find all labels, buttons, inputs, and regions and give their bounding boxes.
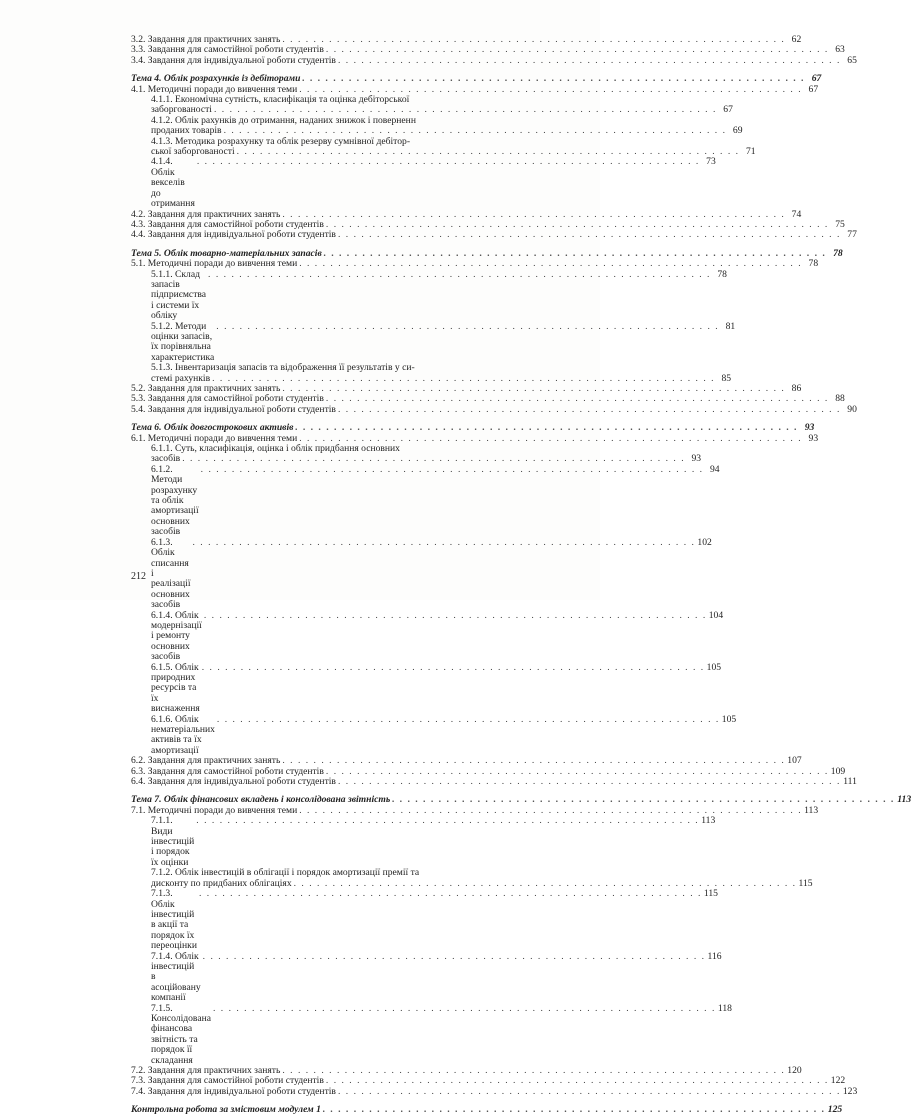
toc-entry-text: 7.2. Завдання для практичних занять: [131, 1065, 281, 1076]
toc-page-number: 67: [811, 73, 822, 85]
toc-page-number: 73: [706, 156, 716, 168]
toc-subentry[interactable]: [131, 1002, 732, 1066]
leader-dots: [338, 1087, 841, 1097]
leader-dots: [338, 405, 841, 415]
leader-dots: [299, 259, 802, 269]
toc-page-number: 94: [709, 463, 720, 475]
toc-entry-text-line2: засобів: [151, 453, 181, 465]
toc-page-number: 115: [703, 888, 718, 900]
toc-entry-text: 6.1.2. Методи розрахунку та облік амортизації основних засобів: [151, 463, 199, 538]
toc-page-number: 85: [721, 372, 732, 384]
toc-entry-text: 6.2. Завдання для практичних занять: [131, 755, 281, 767]
leader-dots: [224, 126, 727, 136]
toc-entry-text: 4.4. Завдання для індивідуальної роботи студентів: [131, 229, 336, 241]
toc-page-number: 93: [691, 453, 702, 465]
toc-entry-text: 7.1. Методичні поради до вивчення теми: [131, 804, 298, 816]
toc-subentry[interactable]: [131, 713, 737, 757]
toc-entry-text: 6.4. Завдання для індивідуальної роботи студентів: [131, 776, 336, 788]
toc-entry-text-line1: 4.1.1. Економічна сутність, класифікація та оцінка дебіторської: [151, 94, 410, 106]
toc-subentry[interactable]: [131, 320, 736, 364]
toc-theme-heading[interactable]: [131, 1104, 843, 1116]
toc-entry-text: 5.1.1. Склад запасів підприємства і системи їх обліку: [151, 268, 207, 322]
toc-entry[interactable]: [131, 229, 857, 241]
toc-entry-text-line2: заборгованості: [151, 104, 212, 116]
toc-entry-line2: [151, 125, 743, 137]
toc-page-number: 77: [847, 229, 857, 241]
toc-entry-text: 5.4. Завдання для індивідуальної роботи студентів: [131, 403, 336, 415]
toc-entry-text: 7.1.3. Облік інвестицій в акції та порядок їх переоцінки: [151, 888, 197, 952]
leader-dots: [338, 56, 841, 66]
toc-page-number: 69: [732, 125, 743, 137]
toc-entry-text: 5.2. Завдання для практичних занять: [131, 383, 281, 394]
toc-page-number: 109: [830, 765, 846, 777]
leader-dots: [202, 663, 705, 673]
toc-page-number: 104: [708, 609, 724, 621]
toc-page-number: 93: [804, 422, 815, 434]
toc-entry-text: 3.3. Завдання для самостійної роботи студентів: [131, 44, 324, 56]
toc-page-number: 93: [808, 432, 819, 444]
toc-entry-text: 6.1. Методичні поради до вивчення теми: [131, 432, 298, 444]
toc-page-number: 62: [791, 34, 802, 45]
toc-entry-multiline[interactable]: [131, 114, 743, 137]
toc-page-number: 81: [725, 320, 736, 332]
toc-entry-text: Тема 4. Облік розрахунків із дебіторами: [131, 73, 301, 85]
toc-entry-text-line1: 5.1.3. Інвентаризація запасів та відображення її результатів у си-: [151, 362, 415, 374]
leader-dots: [204, 611, 707, 621]
toc-subentry[interactable]: [131, 609, 724, 663]
leader-dots: [197, 157, 700, 167]
toc-page-number: 113: [701, 815, 716, 827]
leader-dots: [213, 1004, 716, 1014]
toc-entry-text: 7.1.5. Консолідована фінансова звітність та порядок її складання: [151, 1002, 211, 1066]
leader-dots: [299, 85, 802, 95]
toc-entry-text-line1: 6.1.1. Суть, класифікація, оцінка і облік придбання основних: [151, 443, 400, 455]
toc-entry-text: 6.1.5. Облік природних ресурсів та їх виснаження: [151, 661, 200, 715]
toc-subentry[interactable]: [131, 536, 712, 611]
toc-entry-text: 4.2. Завдання для практичних занять: [131, 208, 281, 220]
toc-entry-text-line1: 4.1.3. Методика розрахунку та облік резерву сумнівної дебітор-: [151, 135, 411, 147]
toc-entry[interactable]: [131, 258, 819, 270]
leader-dots: [196, 816, 699, 826]
toc-entry-text: 7.4. Завдання для індивідуальної роботи студентів: [131, 1085, 336, 1097]
toc-page-number: 78: [717, 268, 727, 280]
toc-entry[interactable]: [131, 54, 857, 66]
toc-page-number: 105: [706, 661, 722, 673]
toc-entry-text: 4.1.4. Облік векселів до отримання: [151, 156, 195, 210]
leader-dots: [214, 105, 717, 115]
toc-page-number: 123: [842, 1085, 858, 1097]
page-number: 212: [131, 571, 146, 582]
toc-subentry[interactable]: [131, 268, 727, 322]
toc-entry-multiline[interactable]: [131, 135, 756, 158]
toc-page-number: 74: [791, 208, 802, 220]
toc-page-number: 88: [835, 393, 845, 405]
toc-entry-text-line2: дисконту по придбаних облігаціях: [151, 877, 292, 889]
toc-entry-text-line2: ської заборгованості: [151, 146, 235, 158]
toc-page-number: 102: [697, 536, 712, 548]
toc-entry-line2: [151, 104, 733, 116]
toc-page-number: 125: [827, 1104, 843, 1116]
leader-dots: [201, 465, 704, 475]
toc-entry-multiline[interactable]: [131, 867, 813, 889]
toc-entry[interactable]: [131, 776, 857, 788]
toc-entry-text: 5.1. Методичні поради до вивчення теми: [131, 258, 298, 270]
toc-page-number: 118: [717, 1002, 732, 1014]
leader-dots: [208, 270, 711, 280]
toc-page-number: 65: [847, 54, 857, 66]
toc-entry-text: 4.3. Завдання для самостійної роботи студентів: [131, 218, 324, 230]
toc-page-number: 107: [787, 755, 802, 767]
toc-entry-text: Тема 7. Облік фінансових вкладень і консолідована звітність: [131, 794, 391, 806]
toc-page-number: 86: [791, 383, 802, 394]
toc-entry[interactable]: [131, 1085, 858, 1097]
toc-page-number: 67: [808, 83, 819, 95]
toc-page-number: 113: [897, 794, 911, 806]
leader-dots: [203, 952, 706, 962]
leader-dots: [323, 1105, 826, 1115]
toc-page-number: 115: [798, 877, 813, 889]
toc-entry-text: 3.2. Завдання для практичних занять: [131, 34, 281, 45]
toc-subentry[interactable]: [131, 156, 716, 210]
toc-entry-text: 6.3. Завдання для самостійної роботи студентів: [131, 765, 324, 777]
toc-page-number: 63: [835, 44, 845, 56]
toc-entry-text: 7.1.4. Облік інвестицій в асоційовану компанії: [151, 950, 201, 1004]
toc-entry-text: 6.1.4. Облік модернізації і ремонту основних засобів: [151, 609, 202, 663]
toc-page-number: 105: [721, 713, 737, 725]
toc-entry-text: Тема 5. Облік товарно-матеріальних запасів: [131, 247, 322, 259]
toc-page-number: 113: [804, 804, 819, 816]
toc-page-number: 78: [833, 247, 843, 259]
toc-subentry[interactable]: [131, 815, 716, 868]
toc-entry-text-line1: 4.1.2. Облік рахунків до отримання, наданих знижок і поверненн: [151, 114, 416, 126]
leader-dots: [338, 230, 841, 240]
toc-page-number: 78: [808, 258, 819, 270]
toc-entry[interactable]: [131, 83, 819, 95]
toc-subentry[interactable]: [131, 888, 718, 952]
toc-page-number: 71: [745, 146, 756, 158]
toc-page-number: 122: [830, 1075, 846, 1087]
leader-dots: [299, 434, 802, 444]
toc-entry-text-line2: стемі рахунків: [151, 372, 211, 384]
toc-page-number: 120: [787, 1065, 802, 1076]
toc-page-number: 90: [847, 403, 857, 415]
toc-subentry[interactable]: [131, 950, 722, 1004]
toc-page-number: 75: [835, 218, 845, 230]
toc-entry-multiline[interactable]: [131, 362, 732, 384]
toc-entry-multiline[interactable]: [131, 443, 702, 465]
leader-dots: [192, 538, 695, 548]
toc-entry-text: Тема 6. Облік довгострокових активів: [131, 422, 294, 434]
toc-entry[interactable]: [131, 432, 819, 444]
toc-entry-text: 3.4. Завдання для індивідуальної роботи студентів: [131, 54, 336, 66]
leader-dots: [217, 715, 720, 725]
table-of-contents: [131, 34, 911, 1116]
toc-entry-text: 7.1.1. Види інвестицій і порядок їх оцінки: [151, 815, 195, 868]
toc-entry-text: 5.3. Завдання для самостійної роботи студентів: [131, 393, 324, 405]
toc-page-number: 67: [723, 104, 733, 116]
toc-subentry[interactable]: [131, 661, 722, 715]
toc-entry-text-line1: 7.1.2. Облік інвестицій в облігації і порядок амортизації премії та: [151, 867, 420, 879]
toc-page-number: 116: [707, 950, 722, 962]
toc-entry-text: 7.3. Завдання для самостійної роботи студентів: [131, 1075, 324, 1087]
toc-entry-text: 6.1.3. Облік списання і реалізації основних засобів: [151, 536, 191, 611]
toc-entry-text: Контрольна робота за змістовим модулем 1: [131, 1104, 321, 1116]
toc-subentry[interactable]: [131, 463, 720, 538]
toc-entry-multiline[interactable]: [131, 94, 733, 116]
toc-entry-text: 6.1.6. Облік нематеріальних активів та їх амортизації: [151, 713, 215, 756]
toc-entry-text-line2: проданих товарів: [151, 125, 222, 137]
toc-entry-text: 4.1. Методичні поради до вивчення теми: [131, 83, 298, 95]
toc-entry[interactable]: [131, 403, 857, 415]
leader-dots: [216, 322, 719, 332]
toc-page-number: 111: [843, 776, 857, 788]
leader-dots: [338, 777, 841, 787]
leader-dots: [199, 889, 702, 899]
toc-entry-text: 5.1.2. Методи оцінки запасів, їх порівняльна характеристика: [151, 320, 215, 363]
